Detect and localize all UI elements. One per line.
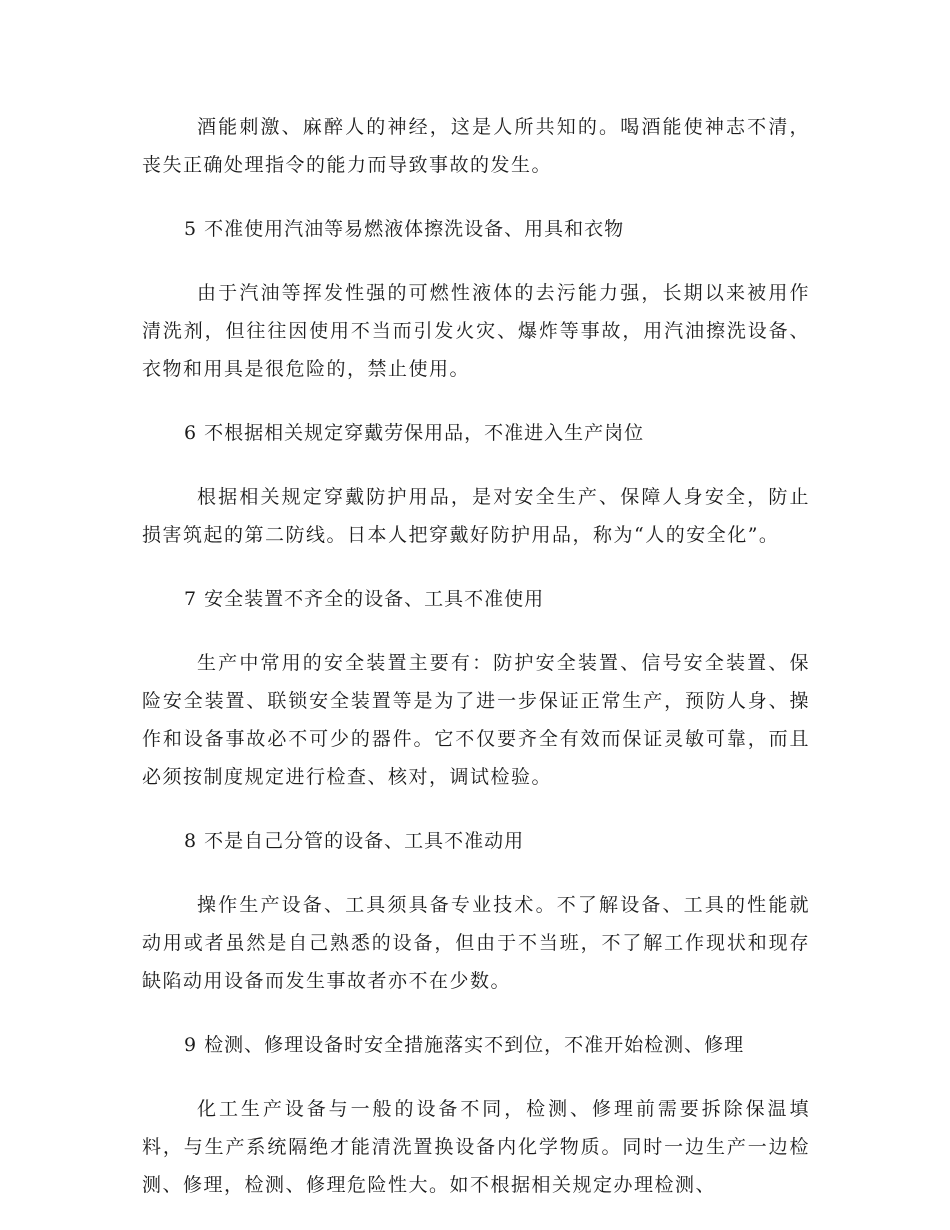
rule-heading-9: 9 检测、修理设备时安全措施落实不到位，不准开始检测、修理 [184,1034,745,1056]
rule-heading-5: 5 不准使用汽油等易燃液体擦洗设备、用具和衣物 [184,218,625,240]
paragraph-gasoline: 由于汽油等挥发性强的可燃性液体的去污能力强，长期以来被用作清洗剂，但往往因使用不当而引发火灾、爆炸等事故，用汽油擦洗设备、衣物和用具是很危险的，禁止使用。 [142,282,810,380]
rule-heading-8: 8 不是自己分管的设备、工具不准动用 [184,830,525,852]
paragraph-equipment-operation: 操作生产设备、工具须具备专业技术。不了解设备、工具的性能就动用或者虽然是自己熟悉的设备，但由于不当班，不了解工作现状和现存缺陷动用设备而发生事故者亦不在少数。 [142,894,810,992]
paragraph-alcohol: 酒能刺激、麻醉人的神经，这是人所共知的。喝酒能使神志不清，丧失正确处理指令的能力而导致事故的发生。 [142,116,810,176]
paragraph-safety-devices: 生产中常用的安全装置主要有：防护安全装置、信号安全装置、保险安全装置、联锁安全装置等是为了进一步保证正常生产，预防人身、操作和设备事故必不可少的器件。它不仅要齐全有效而保证灵敏可靠，而且必须按制度规定进行检查、核对，调试检验。 [142,652,810,788]
rule-heading-7: 7 安全装置不齐全的设备、工具不准使用 [184,588,545,610]
paragraph-maintenance: 化工生产设备与一般的设备不同，检测、修理前需要拆除保温填料，与生产系统隔绝才能清洗置换设备内化学物质。同时一边生产一边检测、修理，检测、修理危险性大。如不根据相关规定办理检测、 [142,1098,810,1196]
paragraph-protective-equipment: 根据相关规定穿戴防护用品，是对安全生产、保障人身安全，防止损害筑起的第二防线。日本人把穿戴好防护用品，称为“人的安全化”。 [142,486,810,546]
rule-heading-6: 6 不根据相关规定穿戴劳保用品，不准进入生产岗位 [184,422,645,444]
document-body [142,108,810,1230]
